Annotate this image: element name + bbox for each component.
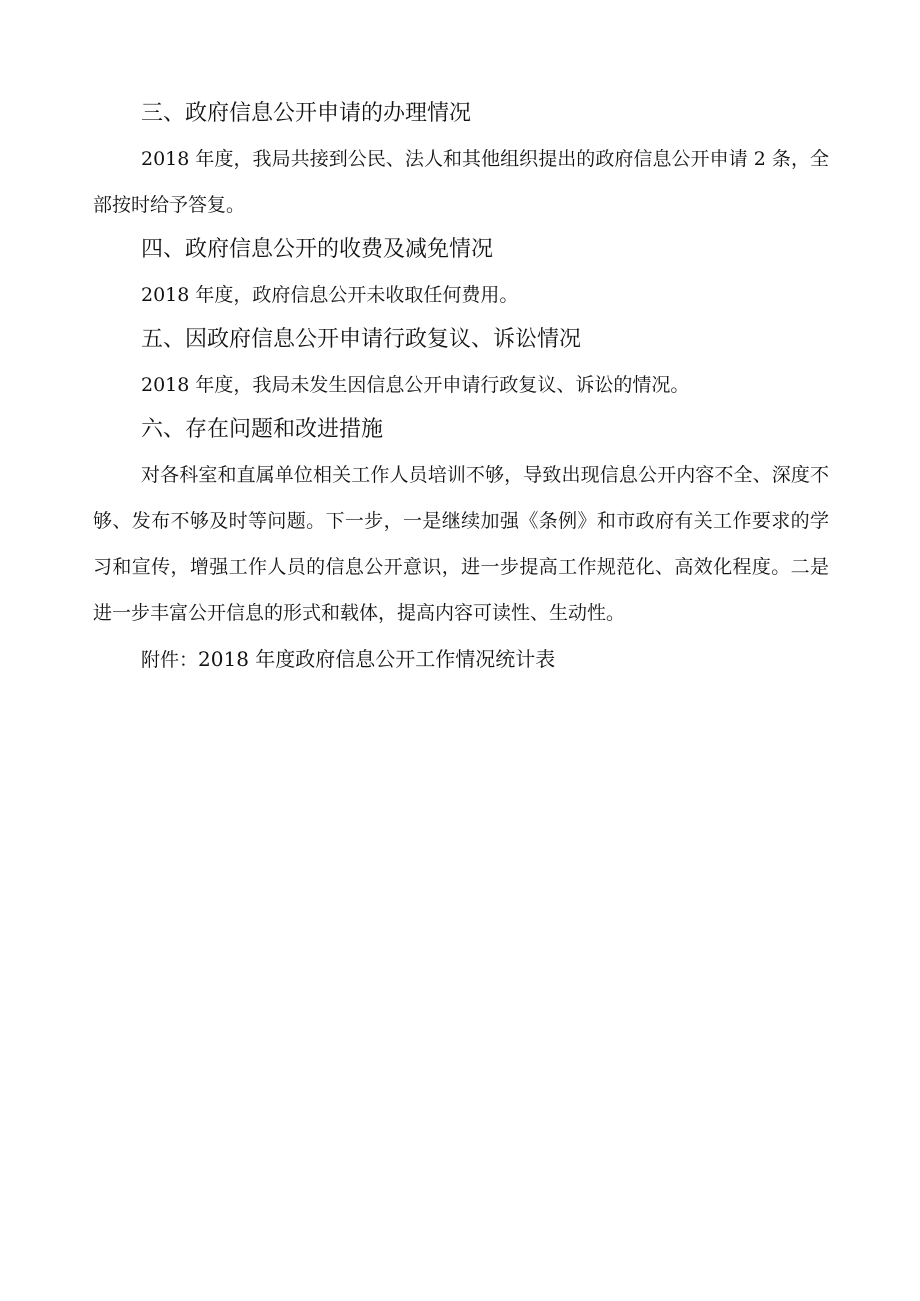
section-heading-application-handling: 三、政府信息公开申请的办理情况 bbox=[141, 101, 472, 126]
section-heading-reconsideration-litigation: 五、因政府信息公开申请行政复议、诉讼情况 bbox=[141, 327, 582, 352]
section-body-fees: 2018 年度，政府信息公开未收取任何费用。 bbox=[141, 284, 519, 306]
section-body-reconsideration-litigation: 2018 年度，我局未发生因信息公开申请行政复议、诉讼的情况。 bbox=[141, 374, 690, 396]
attachment-label: 附件： bbox=[141, 649, 199, 671]
attachment-line bbox=[93, 636, 829, 683]
section-heading-problems-improvements: 六、存在问题和改进措施 bbox=[141, 417, 384, 442]
section-body-problems-improvements: 对各科室和直属单位相关工作人员培训不够，导致出现信息公开内容不全、深度不够、发布不够及时等问题。下一步，一是继续加强《条例》和市政府有关工作要求的学习和宣传，增强工作人员的信息公开意识，进一步提高工作规范化、高效化程度。二是进一步丰富公开信息的形式和载体，提高内容可读性、生动性。 bbox=[93, 464, 829, 624]
section-body-application-handling: 2018 年度，我局共接到公民、法人和其他组织提出的政府信息公开申请 2 条，全部按时给予答复。 bbox=[93, 148, 829, 216]
attachment-text: 2018 年度政府信息公开工作情况统计表 bbox=[198, 647, 556, 671]
document-body bbox=[93, 92, 829, 683]
section-heading-fees: 四、政府信息公开的收费及减免情况 bbox=[141, 237, 494, 262]
